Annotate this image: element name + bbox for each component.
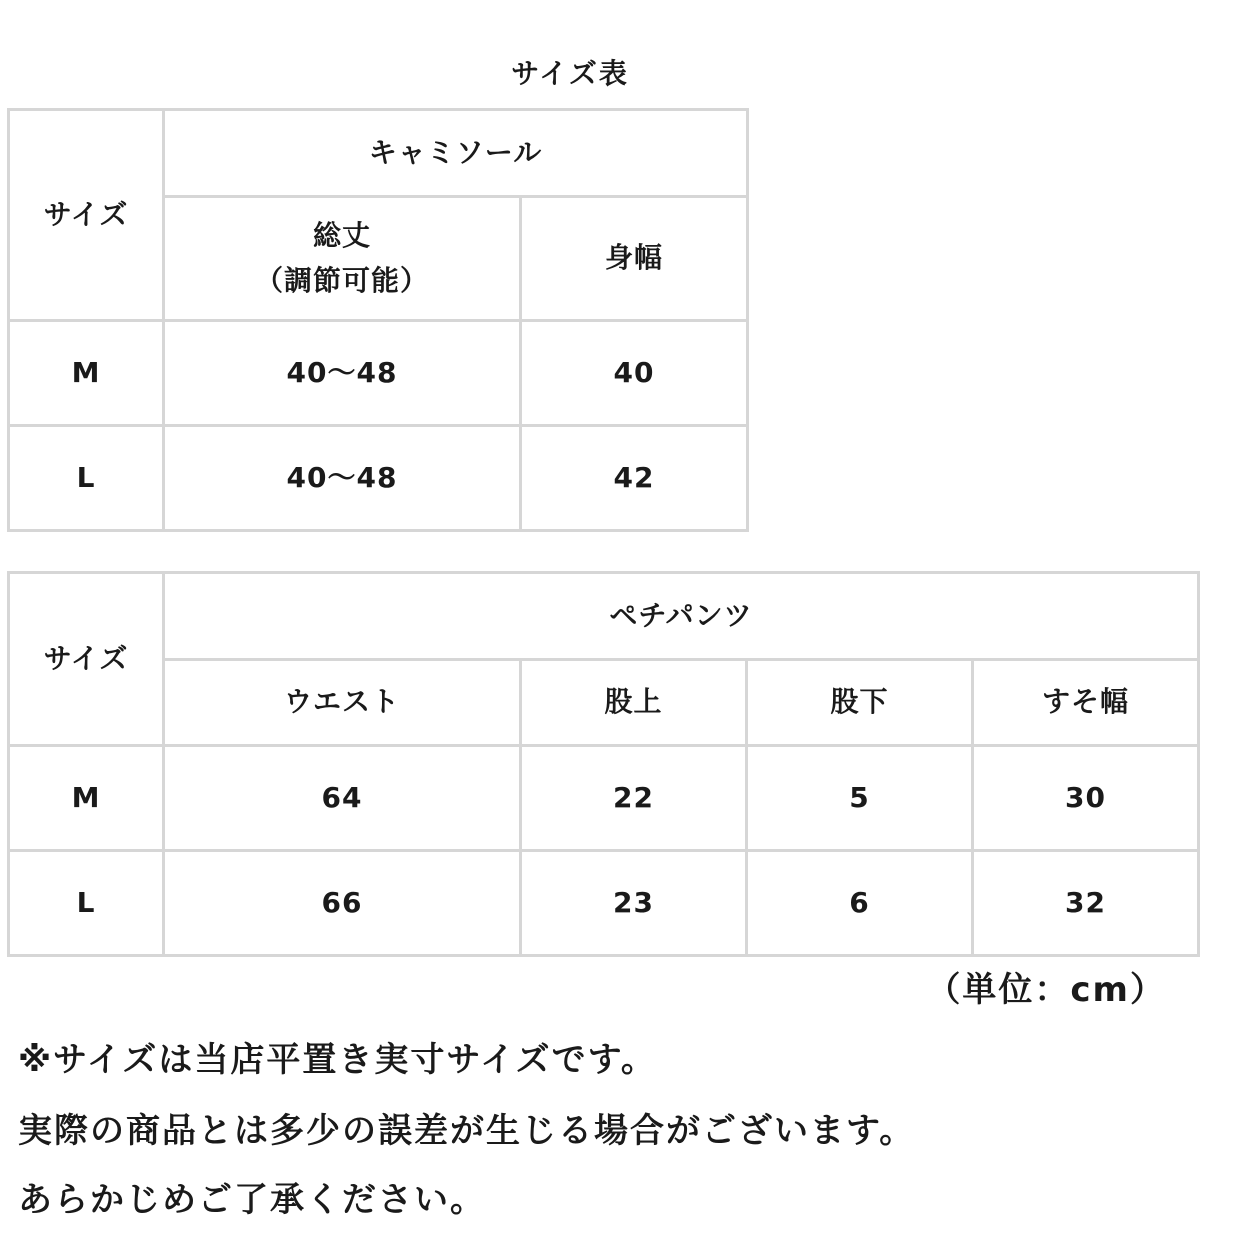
rise-cell: 23 [521, 851, 747, 956]
unit-note: （単位：cm） [926, 970, 1166, 1010]
size-cell: L [9, 851, 164, 956]
waist-cell: 64 [164, 746, 521, 851]
width-header: 身幅 [521, 197, 748, 321]
length-header-line2: （調節可能） [254, 263, 429, 297]
width-cell: 40 [521, 321, 748, 426]
table-row [9, 746, 1199, 851]
length-header [164, 197, 521, 321]
camisole-group-header: キャミソール [164, 110, 748, 197]
note-line: あらかじめご了承ください。 [18, 1180, 486, 1220]
length-header-line1: 総丈 [312, 218, 371, 252]
width-cell: 42 [521, 426, 748, 531]
size-cell: M [9, 746, 164, 851]
hem-width-cell: 30 [973, 746, 1199, 851]
length-cell: 40〜48 [164, 321, 521, 426]
page-title: サイズ表 [511, 57, 629, 90]
hem-width-header: すそ幅 [973, 660, 1199, 746]
petti-pants-group-header: ペチパンツ [164, 573, 1199, 660]
waist-cell: 66 [164, 851, 521, 956]
size-cell: L [9, 426, 164, 531]
table-row [9, 851, 1199, 956]
camisole-size-table [7, 108, 749, 532]
size-cell: M [9, 321, 164, 426]
table-row [9, 426, 748, 531]
size-header: サイズ [9, 573, 164, 746]
inseam-header: 股下 [747, 660, 973, 746]
hem-width-cell: 32 [973, 851, 1199, 956]
note-line: 実際の商品とは多少の誤差が生じる場合がございます。 [18, 1111, 916, 1151]
note-line: ※サイズは当店平置き実寸サイズです。 [18, 1040, 657, 1080]
petti-pants-size-table [7, 571, 1200, 957]
rise-cell: 22 [521, 746, 747, 851]
length-cell: 40〜48 [164, 426, 521, 531]
inseam-cell: 6 [747, 851, 973, 956]
table-row [9, 321, 748, 426]
waist-header: ウエスト [164, 660, 521, 746]
size-header: サイズ [9, 110, 164, 321]
rise-header: 股上 [521, 660, 747, 746]
inseam-cell: 5 [747, 746, 973, 851]
